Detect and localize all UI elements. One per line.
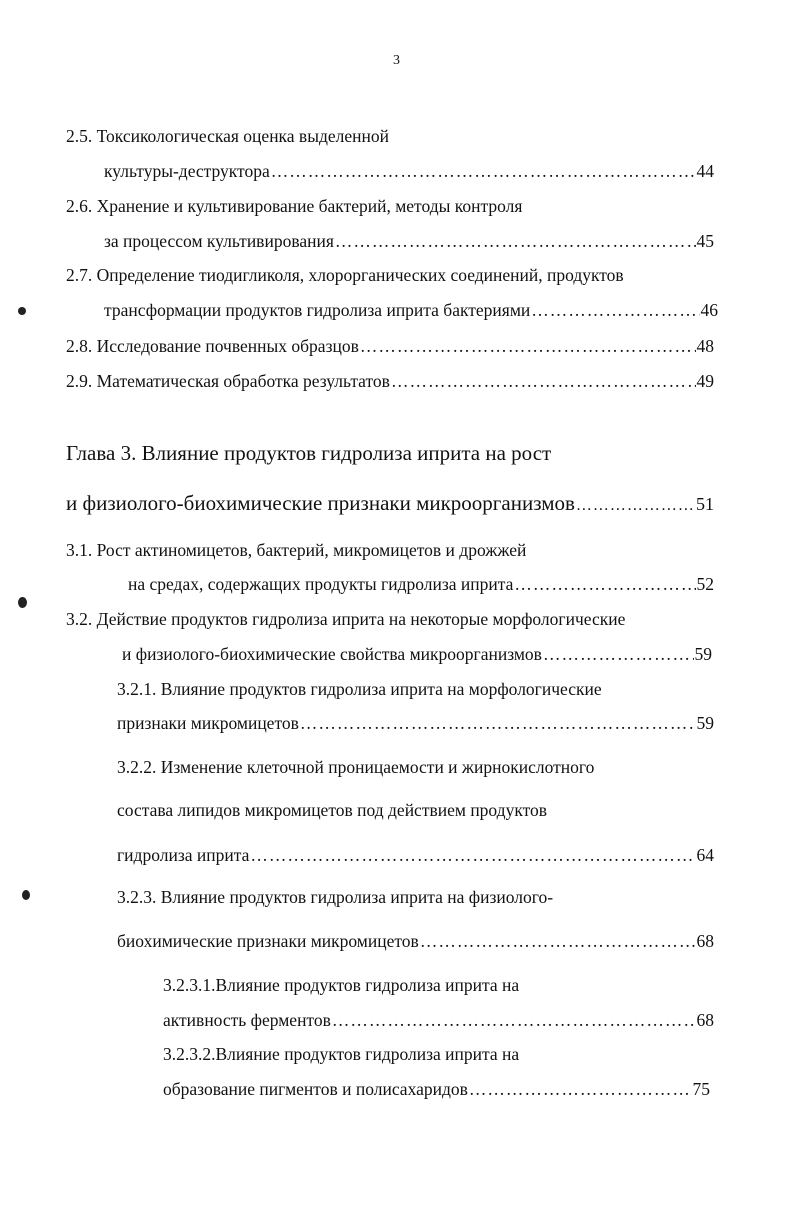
toc-entry-2-8-title: 2.8. Исследование почвенных образцов [66,336,359,356]
dot-leader [332,1010,696,1030]
dot-leader [300,713,696,733]
dot-leader [469,1079,692,1099]
chapter-3-title: Глава 3. Влияние продуктов гидролиза иприта на рост [66,441,552,465]
toc-entry-3-2-3-2-title: 3.2.3.2.Влияние продуктов гидролиза иприта на [163,1044,520,1064]
dot-leader [391,371,696,391]
toc-entry-3-2-1-title-cont: признаки микромицетов [117,713,299,733]
toc-entry-3-2-3-page: 68 [696,931,714,951]
toc-entry-2-7-title: 2.7. Определение тиодигликоля, хлорорганических соединений, продуктов [66,265,624,285]
toc-entry-3-1-row [128,574,714,594]
dot-leader [531,300,699,320]
toc-entry-3-2-2-row [117,845,714,865]
toc-entry-3-2-3-1-title: 3.2.3.1.Влияние продуктов гидролиза иприта на [163,975,520,995]
toc-entry-2-7-page: 46 [700,300,718,320]
toc-entry-2-8-row [66,336,714,356]
chapter-3-row [66,491,714,518]
toc-entry-2-6-title: 2.6. Хранение и культивирование бактерий, методы контроля [66,196,523,216]
toc-entry-3-2-1-page: 59 [696,713,714,733]
toc-entry-3-2-3-row [117,931,714,951]
page-number: 3 [393,53,400,68]
toc-entry-3-2-title-cont: и физиолого-биохимические свойства микроорганизмов [122,644,542,664]
dot-leader [420,931,696,951]
toc-entry-2-6-row [104,231,714,251]
chapter-3-page: 51 [696,494,714,514]
dot-leader [360,336,696,356]
toc-entry-3-2-1-row [117,713,714,733]
dot-leader [543,644,694,664]
toc-entry-3-2-3-2-row [163,1079,710,1099]
toc-entry-3-1-page: 52 [696,574,714,594]
scan-punch-mark [22,890,30,900]
toc-entry-3-1-title: 3.1. Рост актиномицетов, бактерий, микромицетов и дрожжей [66,540,527,560]
chapter-3-title-cont: и физиолого-биохимические признаки микроорганизмов [66,491,575,515]
toc-entry-3-2-2-title: 3.2.2. Изменение клеточной проницаемости и жирнокислотного [117,757,595,777]
toc-entry-3-2-2-page: 64 [696,845,714,865]
toc-entry-2-9-row [66,371,714,391]
toc-entry-2-9-title: 2.9. Математическая обработка результатов [66,371,390,391]
dot-leader [271,161,696,181]
toc-entry-3-2-3-1-title-cont: активность ферментов [163,1010,331,1030]
toc-entry-3-2-2-title-cont2: гидролиза иприта [117,845,250,865]
toc-entry-3-2-1-title: 3.2.1. Влияние продуктов гидролиза иприта на морфологические [117,679,602,699]
dot-leader [514,574,695,594]
toc-entry-2-6-page: 45 [696,231,714,251]
toc-entry-3-2-3-1-page: 68 [696,1010,714,1030]
toc-entry-2-9-page: 49 [696,371,714,391]
scan-punch-mark [18,307,26,315]
toc-entry-2-5-page: 44 [696,161,714,181]
dot-leader [335,231,696,251]
toc-entry-2-5-title-cont: культуры-деструктора [104,161,270,181]
toc-entry-3-2-3-title-cont: биохимические признаки микромицетов [117,931,419,951]
toc-entry-3-1-title-cont: на средах, содержащих продукты гидролиза иприта [128,574,514,594]
toc-entry-3-2-title: 3.2. Действие продуктов гидролиза иприта на некоторые морфологические [66,609,626,629]
toc-entry-3-2-3-1-row [163,1010,714,1030]
toc-entry-3-2-3-2-title-cont: образование пигментов и полисахаридов [163,1079,468,1099]
toc-entry-2-6-title-cont: за процессом культивирования [104,231,334,251]
toc-entry-2-7-row [104,300,718,320]
toc-entry-2-5-row [104,161,714,181]
toc-entry-2-7-title-cont: трансформации продуктов гидролиза иприта бактериями [104,300,531,320]
scan-punch-mark [18,597,27,608]
toc-entry-2-8-page: 48 [696,336,714,356]
toc-entry-3-2-row [122,644,712,664]
toc-entry-3-2-3-2-page: 75 [692,1079,710,1099]
toc-entry-3-2-page: 59 [694,644,712,664]
dot-leader [576,494,695,518]
toc-entry-2-5-title: 2.5. Токсикологическая оценка выделенной [66,126,389,146]
toc-entry-3-2-2-title-cont: состава липидов микромицетов под действием продуктов [117,800,548,820]
toc-entry-3-2-3-title: 3.2.3. Влияние продуктов гидролиза иприта на физиолого- [117,887,554,907]
dot-leader [250,845,695,865]
